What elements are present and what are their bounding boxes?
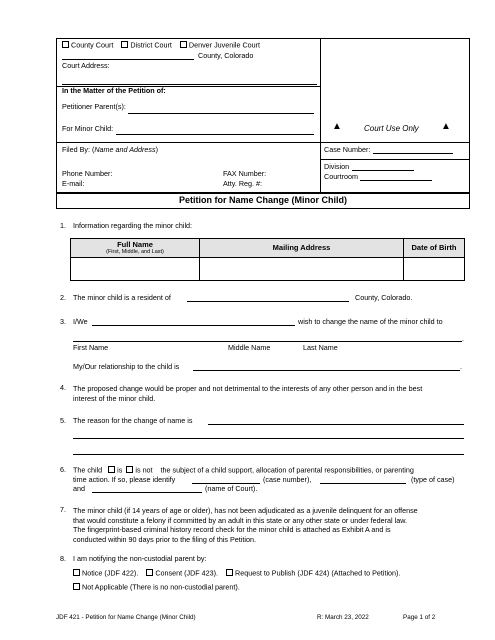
item7-line3: The fingerprint-based criminal history record check for the minor child is attached as Exhibit A and is <box>73 525 391 535</box>
item3-end: . <box>462 334 464 343</box>
col-header-dob <box>404 239 464 257</box>
item1-text: Information regarding the minor child: <box>73 221 193 230</box>
item3-number: 3. <box>60 317 66 326</box>
item8-opt-notice: Notice (JDF 422). <box>82 568 139 578</box>
case-number-label: Case Number: <box>324 145 371 154</box>
item6-line3a: and <box>73 484 85 493</box>
item2-county-line[interactable] <box>187 301 349 302</box>
item3-middle-name: Middle Name <box>228 343 271 352</box>
minor-label: For Minor Child: <box>62 124 114 133</box>
filed-by-prefix: Filed By: ( <box>62 145 95 154</box>
item8-opt-na: Not Applicable (There is no non-custodial parent). <box>82 582 240 592</box>
col-header-mailing <box>200 239 404 257</box>
label-county-court: County Court <box>71 40 114 50</box>
item7-number: 7. <box>60 505 66 514</box>
item2-number: 2. <box>60 293 66 302</box>
cell-full-name[interactable] <box>71 258 200 280</box>
atty-label: Atty. Reg. #: <box>223 179 263 188</box>
item1-number: 1. <box>60 221 66 230</box>
court-address-line[interactable] <box>62 84 317 85</box>
item3-first-name: First Name <box>73 343 109 352</box>
caption-divider-vertical <box>320 38 321 193</box>
case-number-line[interactable] <box>373 153 453 154</box>
division-line[interactable] <box>352 170 414 171</box>
item6-line2c: (type of case) <box>411 475 455 484</box>
item3-names-line[interactable] <box>92 325 295 326</box>
item8-options-row <box>73 569 400 578</box>
county-line[interactable] <box>62 59 194 60</box>
item4-line1: The proposed change would be proper and not detrimental to the interests of any other person and in the best <box>73 384 423 393</box>
item7-line2: that would constitute a felony if committed by an adult in this state or any other state or under federal law. <box>73 515 408 525</box>
item6-is: is <box>117 465 123 475</box>
matter-label: In the Matter of the Petition of: <box>62 86 166 95</box>
item6-line2a: time action. If so, please identify <box>73 475 176 484</box>
item6-the-child: The child <box>73 465 103 475</box>
col-header-full-name <box>71 239 200 257</box>
case-number-separator <box>320 159 470 160</box>
item7-text <box>73 506 468 545</box>
item8-opt-publish: Request to Publish (JDF 424) (Attached to Petition). <box>235 568 401 578</box>
item7-line1: The minor child (if 14 years of age or older), has not been adjudicated as a juvenile delinquent for an offense <box>73 506 418 515</box>
item8-number: 8. <box>60 554 66 563</box>
item3-suffix: wish to change the name of the minor child to <box>298 317 443 326</box>
minor-line[interactable] <box>116 134 314 135</box>
page-title: Petition for Name Change (Minor Child) <box>179 195 347 205</box>
footer-revision: R: March 23, 2022 <box>317 614 369 621</box>
checkbox-not-applicable[interactable] <box>73 583 80 590</box>
cell-mailing[interactable] <box>200 258 404 280</box>
item5-line2[interactable] <box>73 438 464 439</box>
checkbox-is-not[interactable] <box>126 466 133 473</box>
label-district-court: District Court <box>130 40 172 50</box>
item8-na-row <box>73 583 240 592</box>
item6-line3b: (name of Court). <box>205 484 258 493</box>
item5-line1[interactable] <box>208 424 464 425</box>
footer-form-id: JDF 421 - Petition for Name Change (Minor Child) <box>56 614 196 621</box>
phone-label: Phone Number: <box>62 169 113 178</box>
filed-by-suffix: ) <box>155 145 159 154</box>
item5-text: The reason for the change of name is <box>73 416 193 425</box>
checkbox-is[interactable] <box>108 466 115 473</box>
item6-number: 6. <box>60 465 66 474</box>
item4-line2: interest of the minor child. <box>73 393 156 403</box>
label-denver-juvenile-court: Denver Juvenile Court <box>188 40 261 50</box>
item4-number: 4. <box>60 383 66 392</box>
item6-case-type-line[interactable] <box>320 483 406 484</box>
county-suffix: County, Colorado <box>198 51 254 60</box>
caption-divider-filedby <box>56 142 470 143</box>
item6-line1-rest: the subject of a child support, allocation of parental responsibilities, or parenting <box>160 465 414 475</box>
checkbox-county-court[interactable] <box>62 41 69 48</box>
item7-line4: conducted within 90 days prior to the filing of this Petition. <box>73 535 256 545</box>
courtroom-line[interactable] <box>360 180 432 181</box>
checkbox-consent[interactable] <box>146 569 153 576</box>
court-address-label: Court Address: <box>62 61 110 70</box>
fax-label: FAX Number: <box>223 169 267 178</box>
col-full-name-sub: (First, Middle, and Last) <box>106 249 164 255</box>
item2-suffix: County, Colorado. <box>355 293 413 302</box>
item3-last-name: Last Name <box>303 343 338 352</box>
item3-new-name-line[interactable] <box>73 341 462 342</box>
item8-text: I am notifying the non-custodial parent by: <box>73 554 207 563</box>
matter-separator <box>56 86 320 87</box>
petitioner-label: Petitioner Parent(s): <box>62 102 126 111</box>
checkbox-denver-juvenile-court[interactable] <box>180 41 187 48</box>
checkbox-notice[interactable] <box>73 569 80 576</box>
item6-line1 <box>73 466 414 475</box>
division-label: Division <box>324 162 350 171</box>
item3-relationship: My/Our relationship to the child is <box>73 362 180 371</box>
item3-relationship-end: . <box>460 362 462 371</box>
item3-prefix: I/We <box>73 317 88 326</box>
footer-page: Page 1 of 2 <box>403 614 436 621</box>
item4-text <box>73 384 468 403</box>
item2-prefix: The minor child is a resident of <box>73 293 171 302</box>
cell-dob[interactable] <box>404 258 464 280</box>
filed-by-label <box>62 146 158 154</box>
court-use-only: Court Use Only <box>364 124 419 133</box>
item6-is-not: is not <box>135 465 153 475</box>
item3-relationship-line[interactable] <box>193 370 460 371</box>
item8-opt-consent: Consent (JDF 423). <box>155 568 219 578</box>
email-label: E-mail: <box>62 179 85 188</box>
triangle-left-icon: ▲ <box>332 121 342 132</box>
col-mailing: Mailing Address <box>272 243 331 252</box>
petitioner-line[interactable] <box>128 113 314 114</box>
col-full-name: Full Name <box>117 240 153 249</box>
item5-number: 5. <box>60 416 66 425</box>
triangle-right-icon: ▲ <box>441 121 451 132</box>
checkbox-district-court[interactable] <box>121 41 128 48</box>
courtroom-label: Courtroom <box>324 172 358 181</box>
filed-by-italic: Name and Address <box>94 145 156 154</box>
checkbox-publish[interactable] <box>226 569 233 576</box>
item6-court-name-line[interactable] <box>92 492 202 493</box>
item6-line2b: (case number), <box>263 475 312 484</box>
court-options <box>62 41 260 50</box>
col-dob: Date of Birth <box>411 243 457 252</box>
item5-line3[interactable] <box>73 454 464 455</box>
